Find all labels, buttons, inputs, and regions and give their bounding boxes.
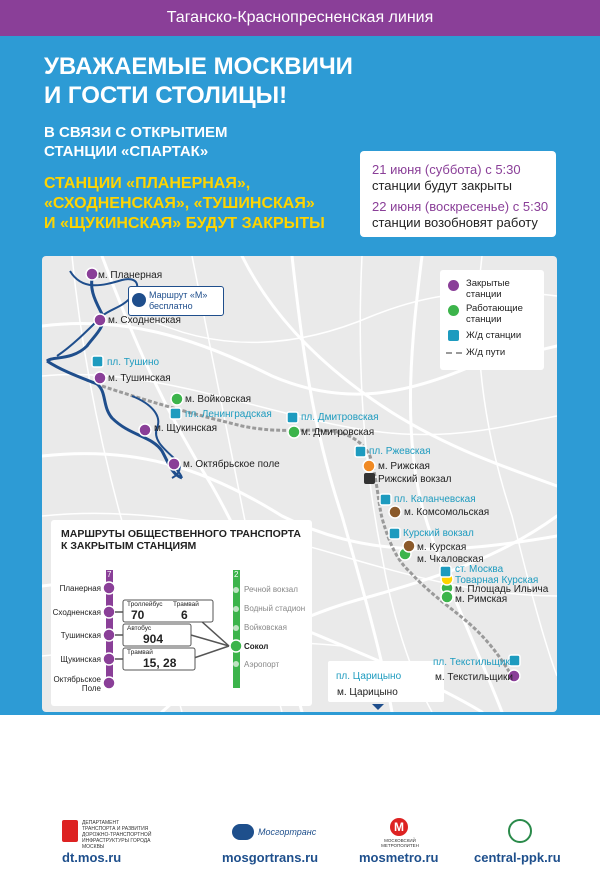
headline-line1: УВАЖАЕМЫЕ МОСКВИЧИ bbox=[44, 53, 353, 80]
station-rizhsky-vokzal: Рижский вокзал bbox=[378, 474, 452, 485]
station-shchukinskaya: м. Щукинская bbox=[154, 423, 218, 434]
closed-line2: «СХОДНЕНСКАЯ», «ТУШИНСКАЯ» bbox=[44, 195, 315, 212]
moscow-emblem-icon bbox=[62, 820, 78, 842]
routes-title-line2: К ЗАКРЫТЫМ СТАНЦИЯМ bbox=[61, 540, 197, 552]
route-station-sokol: Сокол bbox=[244, 642, 269, 651]
working-station-icon bbox=[448, 305, 459, 316]
station-tsaritsyno-rail: пл. Царицыно bbox=[336, 671, 402, 682]
subheadline-line2: СТАНЦИИ «СПАРТАК» bbox=[44, 143, 209, 160]
mosmetro-link[interactable]: mosmetro.ru bbox=[359, 850, 439, 865]
route-m-label: Маршрут «М» бесплатно bbox=[149, 290, 208, 311]
apology-line2: и доступным. Приносим извинения за доставленные неудобства. bbox=[69, 744, 531, 760]
bus-icon bbox=[132, 293, 146, 307]
station-oktyabrskoe: м. Октябрьское поле bbox=[183, 459, 280, 470]
tram-label: Трамвай bbox=[173, 601, 199, 608]
station-tushinskaya: м. Тушинская bbox=[108, 373, 171, 384]
route-station-tushinskaya: Тушинская bbox=[60, 631, 101, 640]
hotline-phone: Телефон горячей линии метрополитена: 8 (499) 787-25-86 (круглосуточно) bbox=[43, 770, 557, 786]
route-station-oktyabrskoe: Октябрьское Поле bbox=[53, 675, 101, 693]
rail-track-icon bbox=[446, 352, 462, 357]
route-station-shchukinskaya: Щукинская bbox=[60, 655, 101, 664]
route-station-aeroport: Аэропорт bbox=[244, 660, 280, 669]
trolleybus-number: 70 bbox=[131, 608, 145, 622]
mosgortrans-logo bbox=[226, 818, 316, 848]
closed-stations-notice bbox=[44, 174, 354, 234]
station-dmitrovskaya: м. Дмитровская bbox=[301, 427, 375, 438]
mosgortrans-link[interactable]: mosgortrans.ru bbox=[222, 850, 319, 865]
map-legend bbox=[440, 270, 544, 370]
partners-footer bbox=[0, 808, 600, 869]
station-tekstilshchiki-rail: пл. Текстильщики bbox=[433, 657, 516, 668]
dt-link[interactable]: dt.mos.ru bbox=[62, 850, 122, 865]
closed-line3: И «ЩУКИНСКАЯ» БУДУТ ЗАКРЫТЫ bbox=[44, 215, 325, 232]
legend-tracks: Ж/д пути bbox=[466, 347, 506, 358]
station-tushino-rail: пл. Тушино bbox=[107, 357, 160, 368]
rail-station-icon bbox=[448, 330, 459, 341]
line7-badge: 7 bbox=[107, 570, 112, 579]
station-kurskaya: м. Курская bbox=[417, 542, 467, 553]
open-date: 22 июня (воскресенье) с 5:30 bbox=[372, 199, 549, 214]
station-rimskaya: м. Римская bbox=[455, 594, 508, 605]
station-skhodnenskaya: м. Сходненская bbox=[108, 315, 181, 326]
station-rzhevskaya-rail: пл. Ржевская bbox=[369, 446, 431, 457]
transit-routes-panel bbox=[51, 520, 312, 706]
station-chkalovskaya: м. Чкаловская bbox=[417, 554, 484, 565]
close-date: 21 июня (суббота) с 5:30 bbox=[372, 162, 521, 177]
mosmetro-logo-text: МОСКОВСКИЙ МЕТРОПОЛИТЕН bbox=[381, 838, 419, 848]
route-station-rechnoy: Речной вокзал bbox=[244, 585, 298, 594]
station-voykovskaya: м. Войковская bbox=[185, 394, 252, 405]
mosgortrans-icon bbox=[232, 824, 254, 840]
line2-badge: 2 bbox=[234, 570, 239, 579]
legend-closed: Закрытые станции bbox=[466, 278, 510, 300]
bus-label: Автобус bbox=[127, 625, 152, 632]
legend-working: Работающие станции bbox=[466, 303, 523, 325]
route-m-box bbox=[128, 286, 224, 316]
station-ploshchad-ilicha: м. Площадь Ильича bbox=[455, 584, 549, 595]
headline-line2: И ГОСТИ СТОЛИЦЫ! bbox=[44, 82, 288, 109]
route-station-vodny: Водный стадион bbox=[244, 604, 306, 613]
dt-logo bbox=[62, 818, 152, 850]
apology-text bbox=[0, 722, 600, 762]
closed-station-icon bbox=[448, 280, 459, 291]
legend-rail: Ж/д станции bbox=[466, 330, 522, 341]
central-ppk-link[interactable]: central-ppk.ru bbox=[474, 850, 561, 865]
station-komsomolskaya: м. Комсомольская bbox=[404, 507, 490, 518]
headline bbox=[44, 52, 384, 110]
apology-line1: Открытие новой станции позволит сделать метрополитен более удобным bbox=[39, 724, 561, 740]
station-kursky-vokzal: Курский вокзал bbox=[403, 528, 474, 539]
line-name-bar bbox=[0, 0, 600, 36]
tram2-number: 15, 28 bbox=[143, 656, 177, 670]
metro-m-icon: M bbox=[390, 818, 408, 836]
subheadline-line1: В СВЯЗИ С ОТКРЫТИЕМ bbox=[44, 124, 228, 141]
dates-box bbox=[360, 151, 556, 237]
route-station-skhodnenskaya: Сходненская bbox=[52, 608, 101, 617]
routes-title-line1: МАРШРУТЫ ОБЩЕСТВЕННОГО ТРАНСПОРТА bbox=[61, 528, 302, 540]
line-name: Таганско-Краснопресненская линия bbox=[166, 9, 434, 26]
station-planernaya: м. Планерная bbox=[98, 270, 163, 281]
close-text: станции будут закрыты bbox=[372, 178, 512, 193]
station-leningradskaya: пл. Ленинградская bbox=[185, 409, 272, 420]
mosmetro-logo bbox=[378, 818, 438, 848]
subheadline bbox=[44, 123, 344, 161]
ppk-icon bbox=[508, 819, 532, 843]
closed-line1: СТАНЦИИ «ПЛАНЕРНАЯ», bbox=[44, 175, 251, 192]
bus-number: 904 bbox=[143, 632, 164, 646]
open-text: станции возобновят работу bbox=[372, 215, 538, 230]
trolleybus-label: Троллейбус bbox=[127, 601, 163, 608]
mosgortrans-logo-text: Мосгортранс bbox=[258, 827, 317, 837]
station-moskva-tovarnaya: ст. Москва Товарная Курская bbox=[455, 564, 539, 586]
route-station-voykovskaya: Войковская bbox=[244, 623, 287, 632]
station-dmitrovskaya-rail: пл. Дмитровская bbox=[301, 412, 379, 423]
central-ppk-logo bbox=[500, 818, 540, 848]
station-rizhskaya: м. Рижская bbox=[378, 461, 430, 472]
station-kalanchevskaya: пл. Каланчевская bbox=[394, 494, 476, 505]
tram-number: 6 bbox=[181, 608, 188, 622]
tram2-label: Трамвай bbox=[127, 649, 153, 656]
station-tsaritsyno: м. Царицыно bbox=[337, 687, 398, 698]
station-tekstilshchiki: м. Текстильщики bbox=[435, 672, 514, 683]
dt-logo-text: ДЕПАРТАМЕНТ ТРАНСПОРТА И РАЗВИТИЯ ДОРОЖНО-ТРАНСПОРТНОЙ ИНФРАСТРУКТУРЫ ГОРОДА МОСКВЫ bbox=[82, 820, 152, 850]
route-station-planernaya: Планерная bbox=[59, 584, 101, 593]
